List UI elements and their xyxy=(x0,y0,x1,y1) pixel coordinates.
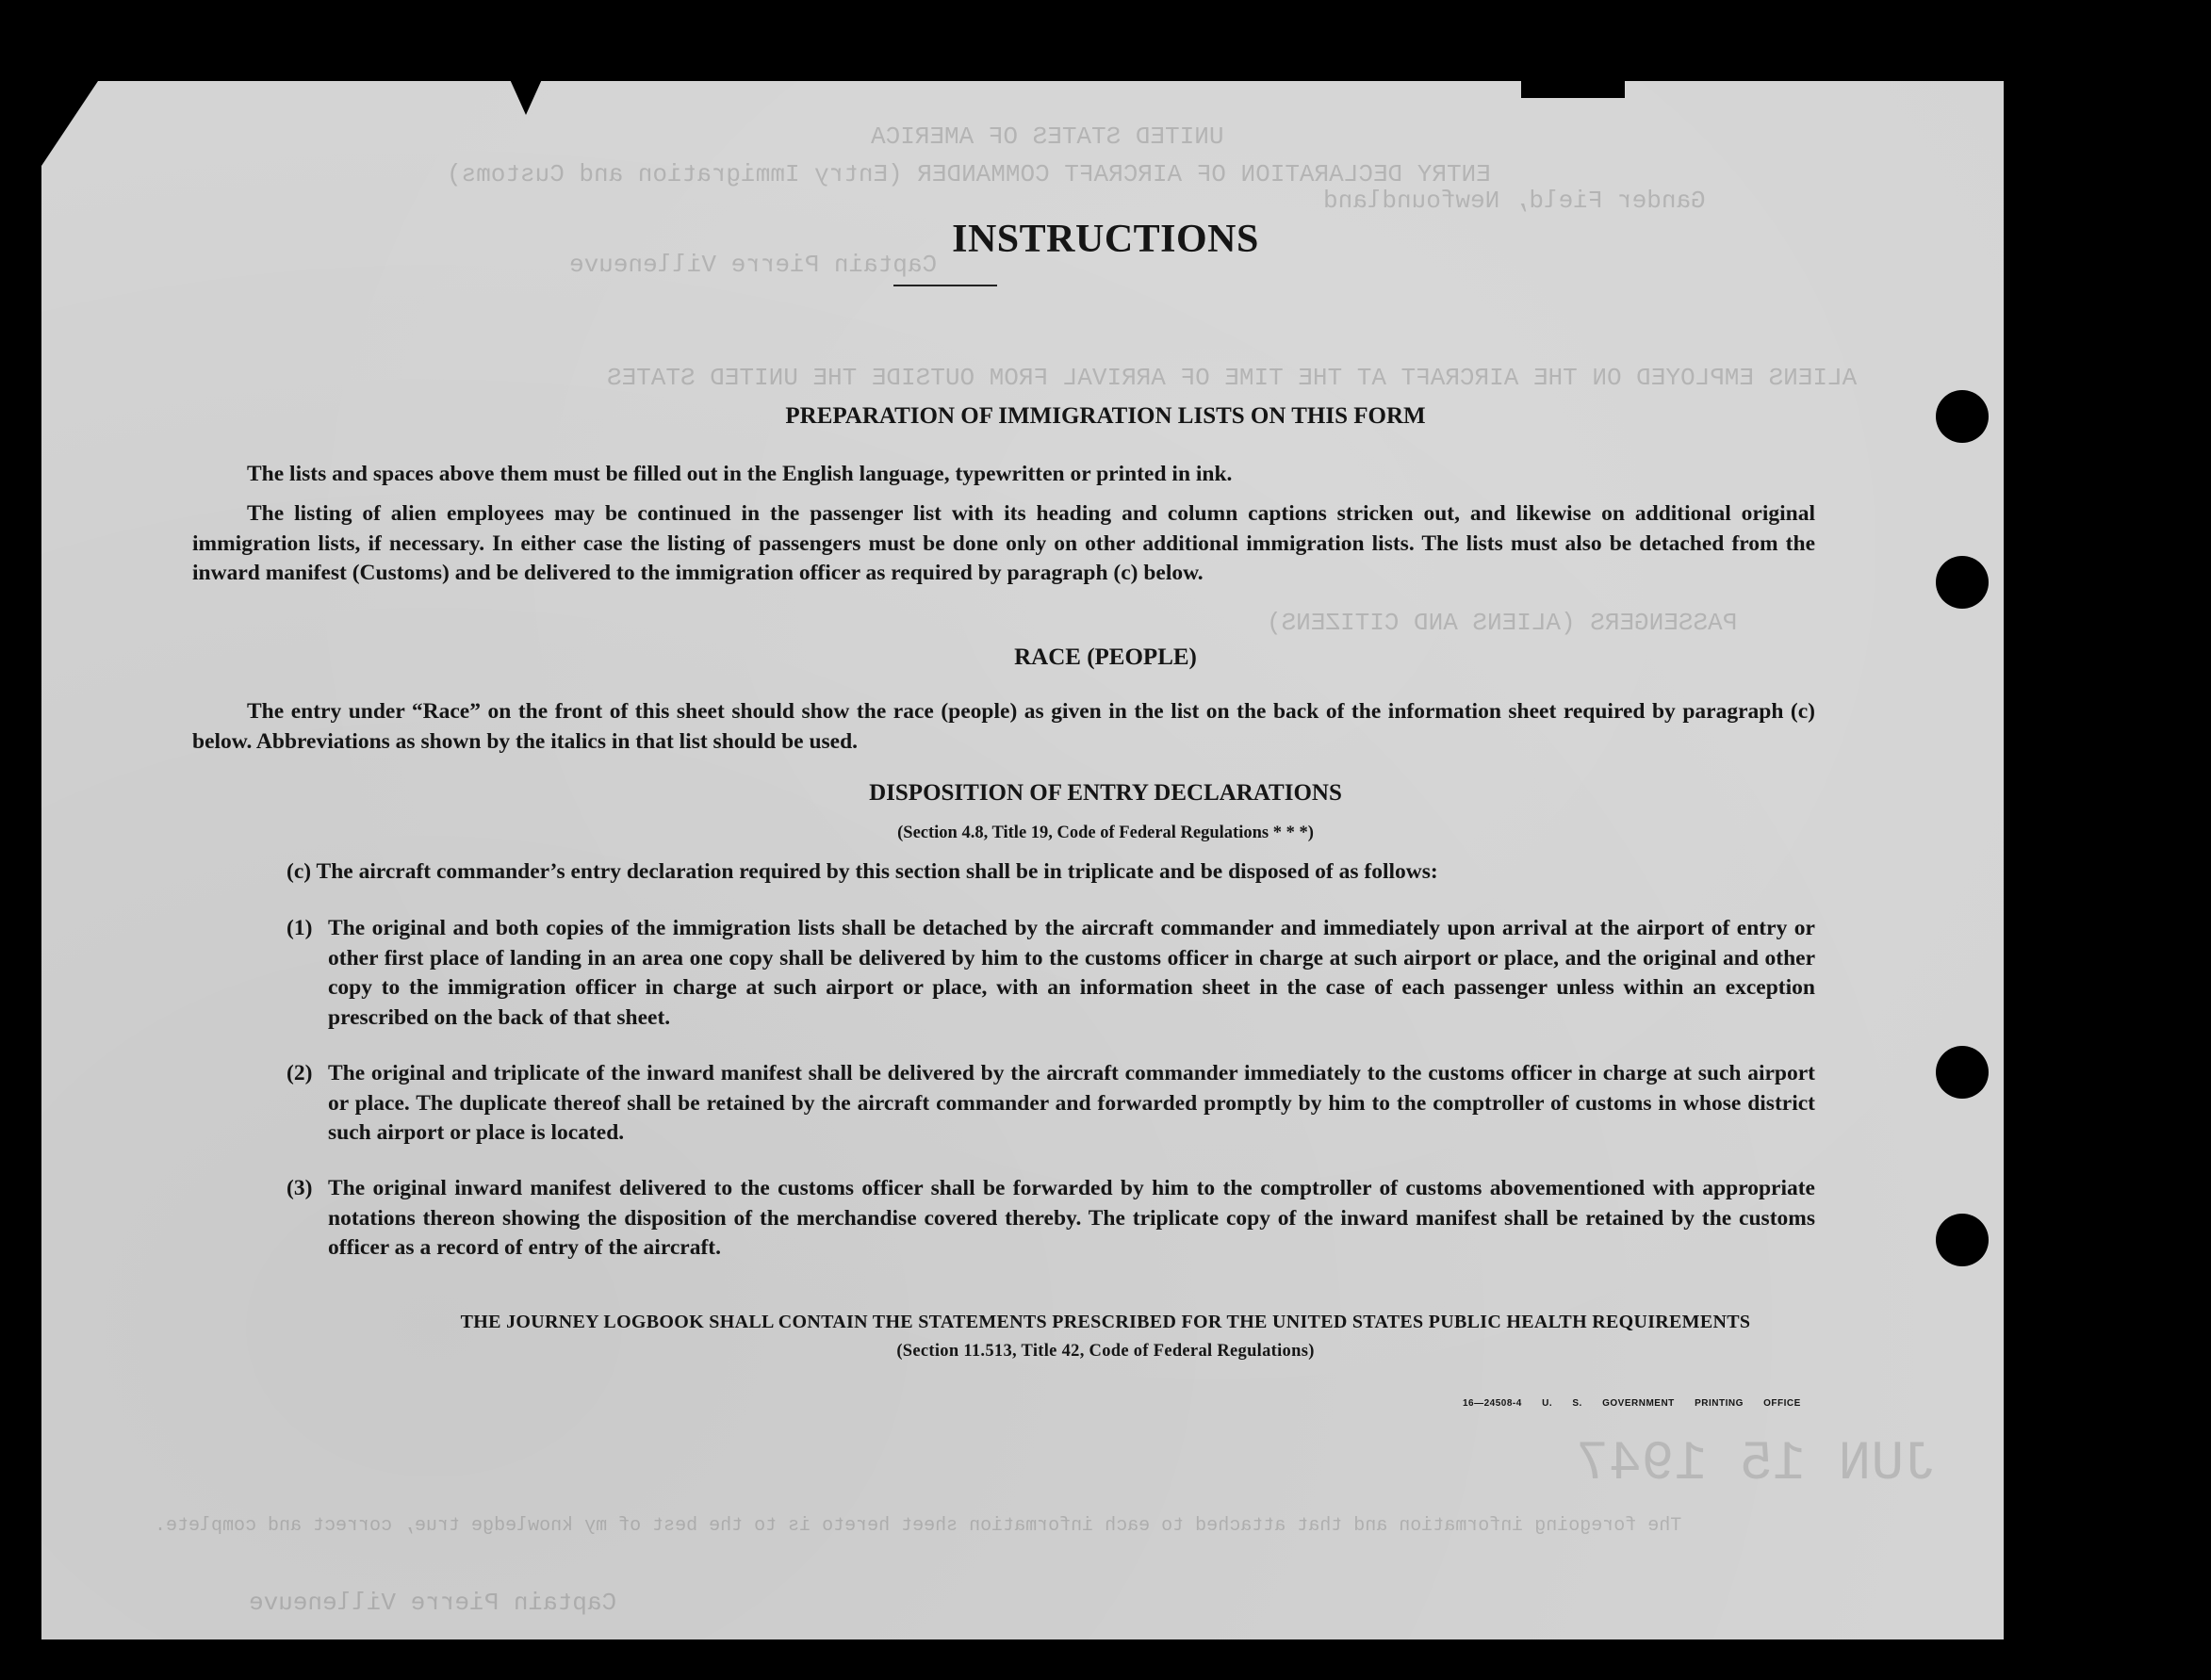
printing-office-imprint xyxy=(1463,1398,1801,1409)
heading-disposition: DISPOSITION OF ENTRY DECLARATIONS xyxy=(869,780,1342,806)
item-number: (1) xyxy=(287,916,313,940)
bleed-through-text: ALIENS EMPLOYED ON THE AIRCRAFT AT THE TIME OF ARRIVAL FROM OUTSIDE THE UNITED STATES xyxy=(607,364,1858,392)
title-underline xyxy=(893,285,997,286)
item-number: (2) xyxy=(287,1061,313,1085)
bleed-through-text: Captain Pierre Villeneuve xyxy=(249,1589,617,1617)
regulation-reference: (Section 4.8, Title 19, Code of Federal Regulations * * *) xyxy=(897,824,1314,842)
imprint-code: 16—24508-4 xyxy=(1463,1398,1522,1409)
paragraph-preparation-1 xyxy=(192,460,1815,490)
bleed-through-stamp: JUN 15 1947 xyxy=(1576,1434,1937,1495)
bleed-through-text: PASSENGERS (ALIENS AND CITIZENS) xyxy=(1267,609,1738,637)
bleed-through-text: The foregoing information and that attached to each information sheet hereto is to the best of my knowledge true, correct and complete. xyxy=(155,1515,1682,1537)
paragraph-text: The listing of alien employees may be continued in the passenger list with its heading and column captions stricken out, and likewise on additional original immigration lists, if necessary. In either case the listing of passengers must be done only on other additional immigration lists. The lists must also be detached from the inward manifest (Customs) and be delivered to the immigration officer as required by paragraph (c) below. xyxy=(192,501,1815,586)
heading-preparation: PREPARATION OF IMMIGRATION LISTS ON THIS FORM xyxy=(785,403,1426,429)
paragraph-preparation-2 xyxy=(192,499,1815,589)
paragraph-text: (c) The aircraft commander’s entry declaration required by this section shall be in triplicate and be disposed of as follows: xyxy=(287,859,1438,884)
bleed-through-text: Captain Pierre Villeneuve xyxy=(569,251,938,279)
bleed-through-text: Gander Field, Newfoundland xyxy=(1323,187,1706,215)
bleed-through-text: UNITED STATES OF AMERICA xyxy=(871,122,1224,151)
page-title: INSTRUCTIONS xyxy=(952,218,1259,261)
item-text: The original and triplicate of the inward manifest shall be delivered by the aircraft commander immediately to the customs officer in charge at such airport or place. The duplicate thereof shall be retained by the aircraft commander and forwarded promptly by him to the comptroller of customs in whose district such airport or place is located. xyxy=(328,1061,1815,1146)
list-item xyxy=(287,1174,1815,1264)
footer-health-requirements: THE JOURNEY LOGBOOK SHALL CONTAIN THE STATEMENTS PRESCRIBED FOR THE UNITED STATES PUBLIC HEALTH REQUIREMENTS xyxy=(460,1312,1751,1332)
list-item xyxy=(287,914,1815,1033)
paragraph-text: The lists and spaces above them must be filled out in the English language, typewritten or printed in ink. xyxy=(247,462,1233,486)
footer-regulation-reference: (Section 11.513, Title 42, Code of Federal Regulations) xyxy=(896,1342,1315,1361)
paragraph-race xyxy=(192,697,1815,757)
item-text: The original and both copies of the immigration lists shall be detached by the aircraft commander and immediately upon arrival at the airport of entry or other first place of landing in an area one copy shall be delivered by him to the customs officer in charge at such airport or place, and the original and other copy to the immigration officer in charge at such airport or place, with an information sheet in the case of each passenger unless within an exception prescribed on the back of that sheet. xyxy=(328,916,1815,1030)
bleed-through-text: ENTRY DECLARATION OF AIRCRAFT COMMANDER (Entry Immigration and Customs) xyxy=(447,160,1491,188)
list-item xyxy=(287,1059,1815,1149)
imprint-office: U. S. GOVERNMENT PRINTING OFFICE xyxy=(1542,1398,1801,1409)
paragraph-text: The entry under “Race” on the front of this sheet should show the race (people) as given in the list on the back of the information sheet required by paragraph (c) below. Abbreviations as shown by the italics in that list should be used. xyxy=(192,699,1815,754)
item-text: The original inward manifest delivered to the customs officer shall be forwarded by him to the comptroller of customs abovementioned with appropriate notations thereon showing the disposition of the merchandise covered thereby. The triplicate copy of the inward manifest shall be retained by the customs officer as a record of entry of the aircraft. xyxy=(328,1176,1815,1261)
item-number: (3) xyxy=(287,1176,313,1200)
paragraph-c-intro xyxy=(287,857,1815,888)
heading-race: RACE (PEOPLE) xyxy=(1014,644,1197,670)
